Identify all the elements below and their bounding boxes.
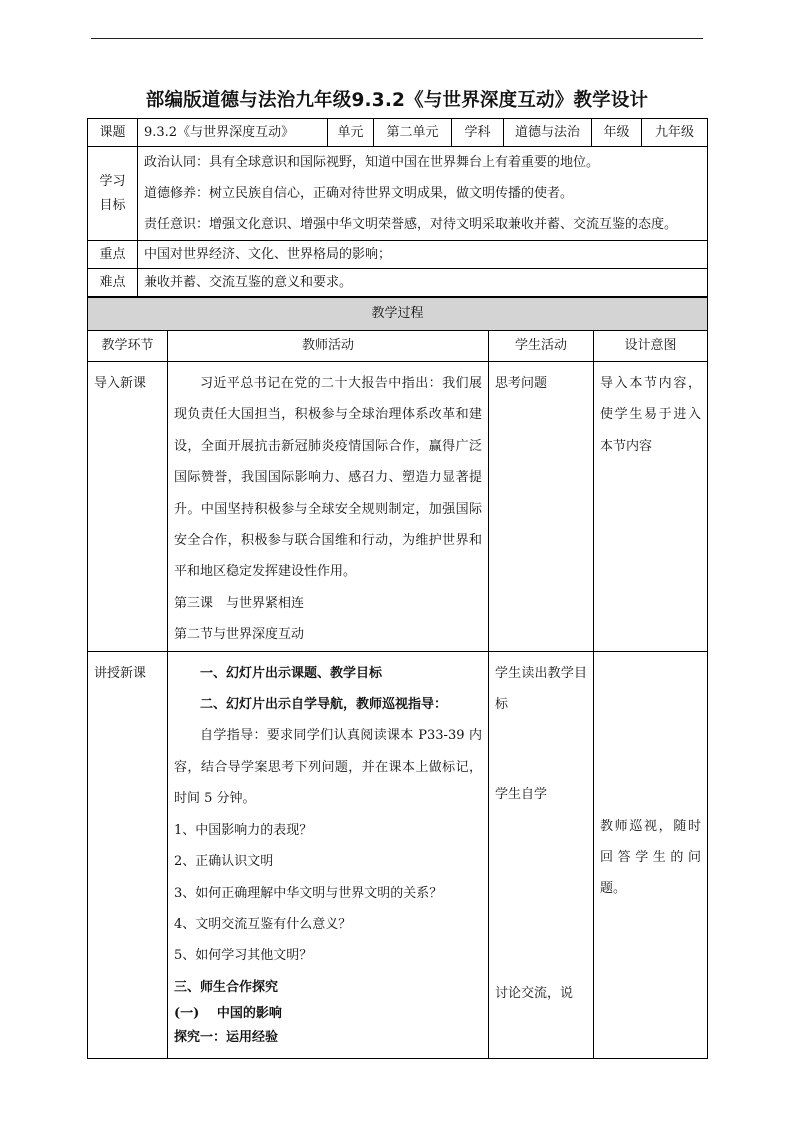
question-2: 2、正确认识文明: [174, 854, 274, 870]
question-3: 3、如何正确理解中华文明与世界文明的关系？: [174, 885, 443, 901]
objective-moral: 道德修养：树立民族自信心，正确对待世界文明成果，做文明传播的使者。: [144, 186, 574, 201]
intro-intent-text: 导入本节内容，使学生易于进入本节内容: [600, 376, 702, 454]
objective-political: 政治认同：具有全球意识和国际视野，知道中国在世界舞台上有着重要的地位。: [144, 155, 600, 170]
objective-responsibility: 责任意识：增强文化意识、增强中华文明荣誉感，对待文明采取兼收并蓄、交流互鉴的态度。: [144, 217, 678, 232]
intro-lesson-line: 第三课 与世界紧相连: [174, 595, 305, 611]
new-step-1: 一、幻灯片出示课题、教学目标: [200, 665, 383, 681]
intro-section-line: 第二节与世界深度互动: [174, 627, 305, 643]
process-section-title: 教学过程: [88, 298, 708, 331]
question-5: 5、如何学习其他文明？: [174, 948, 313, 964]
new-student-3: 讨论交流，说: [495, 985, 574, 1001]
objectives-label-line-2: 目标: [99, 197, 126, 213]
new-intent: [594, 651, 708, 1058]
objectives-row: [88, 147, 708, 241]
intro-teacher-paragraph: 习近平总书记在党的二十大报告中指出：我们展现负责任大国担当，积极参与全球治理体系改革和建设，全面开展抗击新冠肺炎疫情国际合作，赢得广泛国际赞誉，我国国际影响力、感召力、塑造力显著提升。中国坚持积极参与全球安全规则制定，加强国际安全合作，积极参与联合国维和行动，为维护世界和平和地区稳定发挥建设性作用。: [174, 376, 482, 580]
new-intent-text: 教师巡视，随时回答学生的问题。: [600, 818, 702, 897]
new-teacher: [168, 651, 489, 1058]
topic-value: 9.3.2《与世界深度互动》: [138, 119, 328, 147]
intro-student-text: 思考问题: [495, 376, 548, 391]
subject-label: 学科: [452, 119, 504, 147]
new-step-3: 三、师生合作探究: [174, 979, 279, 995]
new-stage: [88, 651, 168, 1058]
objectives-content: [138, 147, 708, 241]
process-table: [87, 297, 708, 1059]
header-teacher: 教师活动: [168, 331, 489, 362]
page-title: 部编版道德与法治九年级9.3.2《与世界深度互动》教学设计: [145, 90, 649, 111]
new-explore-1: 探究一：运用经验: [174, 1030, 279, 1046]
new-student-1: 学生读出教学目标: [495, 665, 587, 713]
question-1: 1、中国影响力的表现？: [174, 822, 313, 838]
unit-label: 单元: [328, 119, 374, 147]
new-sub-1: (一) 中国的影响: [174, 1006, 282, 1022]
topic-label: 课题: [88, 119, 138, 147]
new-step-2: 二、幻灯片出示自学导航，教师巡视指导：: [200, 697, 448, 713]
difficult-value: 兼收并蓄、交流互鉴的意义和要求。: [138, 269, 708, 297]
new-stage-label: 讲授新课: [94, 665, 147, 681]
objectives-label: [88, 147, 138, 241]
new-student-2: 学生自学: [495, 787, 548, 803]
key-label: 重点: [88, 241, 138, 269]
objectives-label-line-1: 学习: [99, 173, 126, 189]
header-intent: 设计意图: [594, 331, 708, 362]
intro-intent: [594, 362, 708, 652]
intro-row: [88, 362, 708, 652]
new-lesson-row: [88, 651, 708, 1058]
unit-value: 第二单元: [374, 119, 452, 147]
difficult-label: 难点: [88, 269, 138, 297]
process-header-row: [88, 331, 708, 362]
student-spacer-2: [495, 811, 587, 978]
intro-stage-label: 导入新课: [94, 376, 147, 391]
header-stage: 教学环节: [88, 331, 168, 362]
header-rule: [91, 38, 703, 39]
intro-stage: [88, 362, 168, 652]
intro-teacher: [168, 362, 489, 652]
header-student: 学生活动: [489, 331, 594, 362]
new-student: [489, 651, 594, 1058]
key-value: 中国对世界经济、文化、世界格局的影响；: [138, 241, 708, 269]
grade-value: 九年级: [642, 119, 708, 147]
key-row: [88, 241, 708, 269]
new-self-study: 自学指导：要求同学们认真阅读课本 P33-39 内容，结合导学案思考下列问题，并在课本上做标记，时间 5 分钟。: [174, 728, 482, 807]
info-table: [87, 118, 708, 297]
subject-value: 道德与法治: [504, 119, 592, 147]
intro-student: [489, 362, 594, 652]
process-section-row: [88, 298, 708, 331]
grade-label: 年级: [592, 119, 642, 147]
question-4: 4、文明交流互鉴有什么意义？: [174, 916, 352, 932]
student-spacer-1: [495, 720, 587, 779]
difficult-row: [88, 269, 708, 297]
topic-row: [88, 119, 708, 147]
intent-spacer: [600, 658, 701, 811]
